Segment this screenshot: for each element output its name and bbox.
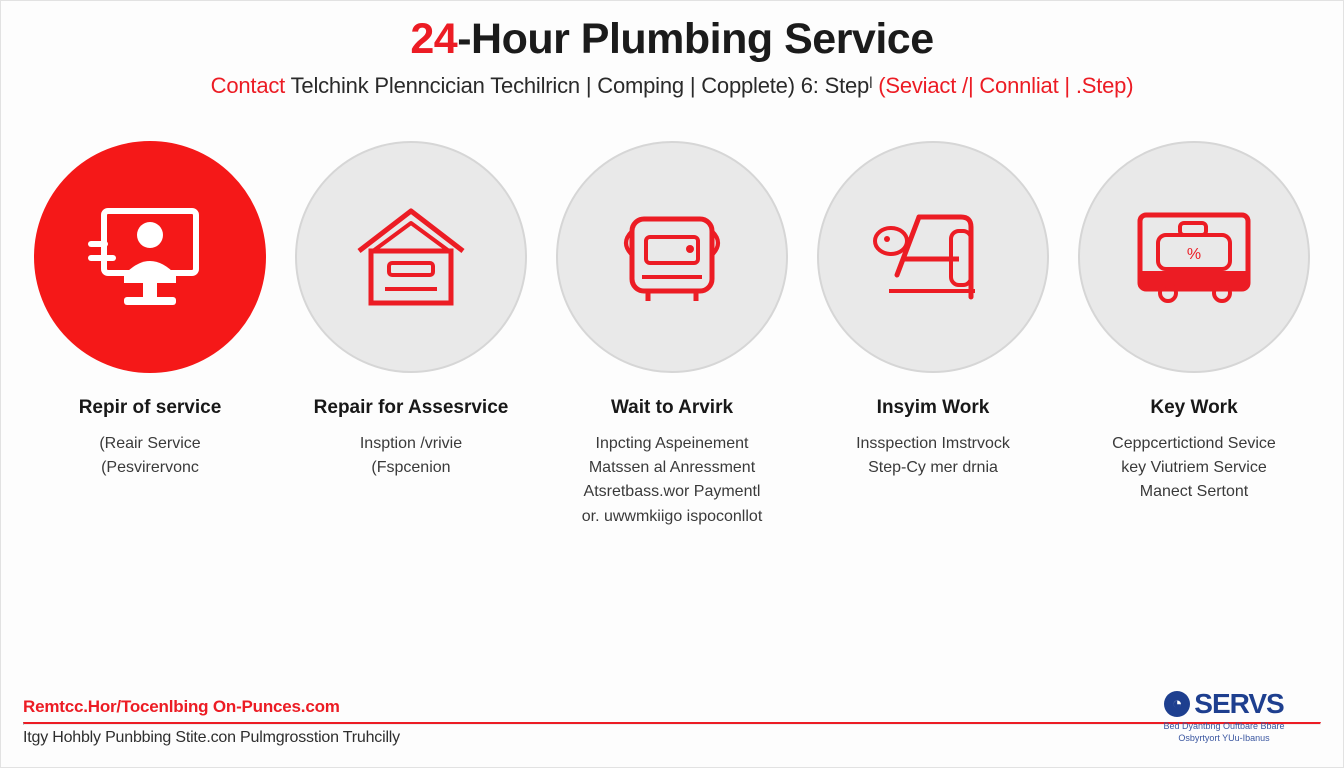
- step-line: Ceppcertictiond Sevice: [1112, 434, 1276, 452]
- footer-divider: [23, 722, 1321, 725]
- header: [1, 1, 1343, 99]
- footer: [23, 697, 1321, 747]
- step-item-3[interactable]: [547, 141, 797, 529]
- water-heater-icon: [602, 197, 742, 317]
- completed-job-van-icon: [1124, 197, 1264, 317]
- subtitle-tail: (Seviact /| Connliat | .Step): [878, 73, 1134, 99]
- svg-text:%: %: [1186, 246, 1202, 263]
- page-title-accent: 24: [410, 15, 458, 63]
- step-title-3: Wait to Arvirk: [610, 397, 734, 418]
- house-inspection-icon: [341, 197, 481, 317]
- step-title-5: Key Work: [1150, 397, 1238, 418]
- step-line: key Viutriem Service: [1121, 459, 1267, 477]
- page-title-rest: -Hour Plumbing Service: [457, 15, 934, 63]
- step-line: Matssen al Anressment: [588, 459, 756, 477]
- step-item-4[interactable]: [808, 141, 1058, 480]
- step-lines-4: [856, 432, 1010, 481]
- subtitle-main: Telchink Plenncician Techilricn | Comping | Copplete) 6: Stepˡ: [285, 73, 879, 99]
- step-item-5[interactable]: [1069, 141, 1319, 505]
- step-line: Insspection Imstrvock: [856, 434, 1010, 452]
- page-title: [1, 15, 1343, 64]
- step-title-4: Insyim Work: [876, 397, 990, 418]
- step-line: Manect Sertont: [1139, 483, 1249, 501]
- logo-tagline-1: Bed Dyantbng Ouftbare Bbare: [1163, 720, 1285, 731]
- step-line: or. uwwmkiigo ispoconllot: [581, 507, 763, 525]
- step-badge-5: [1078, 141, 1310, 373]
- step-title-2: Repair for Assesrvice: [313, 397, 509, 418]
- step-line: Atsretbass.wor Paymentl: [583, 483, 761, 501]
- logo-wordmark: SERVS: [1194, 687, 1284, 719]
- company-logo: [1129, 688, 1319, 745]
- page-subtitle: [1, 73, 1343, 99]
- step-item-2[interactable]: [286, 141, 536, 480]
- step-badge-4: [817, 141, 1049, 373]
- step-badge-3: [556, 141, 788, 373]
- logo-mark: [1129, 688, 1319, 720]
- step-line: Step-Cy mer drnia: [868, 459, 998, 477]
- footer-website[interactable]: Remtcc.Hor/Tocenlbing On-Punces.com: [23, 697, 340, 716]
- step-lines-1: [99, 432, 200, 481]
- logo-tagline-2: Osbyrtyort YUu-Ibanus: [1178, 733, 1270, 744]
- emergency-call-technician-icon: [80, 197, 220, 317]
- swirl-icon: ◔: [1164, 691, 1190, 717]
- steps-row: [25, 141, 1319, 529]
- step-badge-1: [34, 141, 266, 373]
- step-lines-3: [582, 432, 763, 529]
- step-badge-2: [295, 141, 527, 373]
- step-line: Insption /vrivie: [359, 434, 463, 452]
- step-line: (Pesvirervonc: [101, 459, 199, 477]
- footer-tagline: Itgy Hohbly Punbbing Stite.con Pulmgrosstion Truhcilly: [23, 729, 400, 746]
- step-title-1: Repir of service: [78, 397, 222, 418]
- step-lines-5: [1112, 432, 1276, 505]
- step-line: Inpcting Aspeinement: [595, 434, 749, 452]
- step-line: (Reair Service: [99, 434, 201, 452]
- step-lines-2: [360, 432, 462, 481]
- step-line: (Fspcenion: [371, 459, 451, 477]
- step-item-1[interactable]: [25, 141, 275, 480]
- subtitle-lead: Contact: [210, 73, 286, 99]
- pipe-wrench-tools-icon: [863, 197, 1003, 317]
